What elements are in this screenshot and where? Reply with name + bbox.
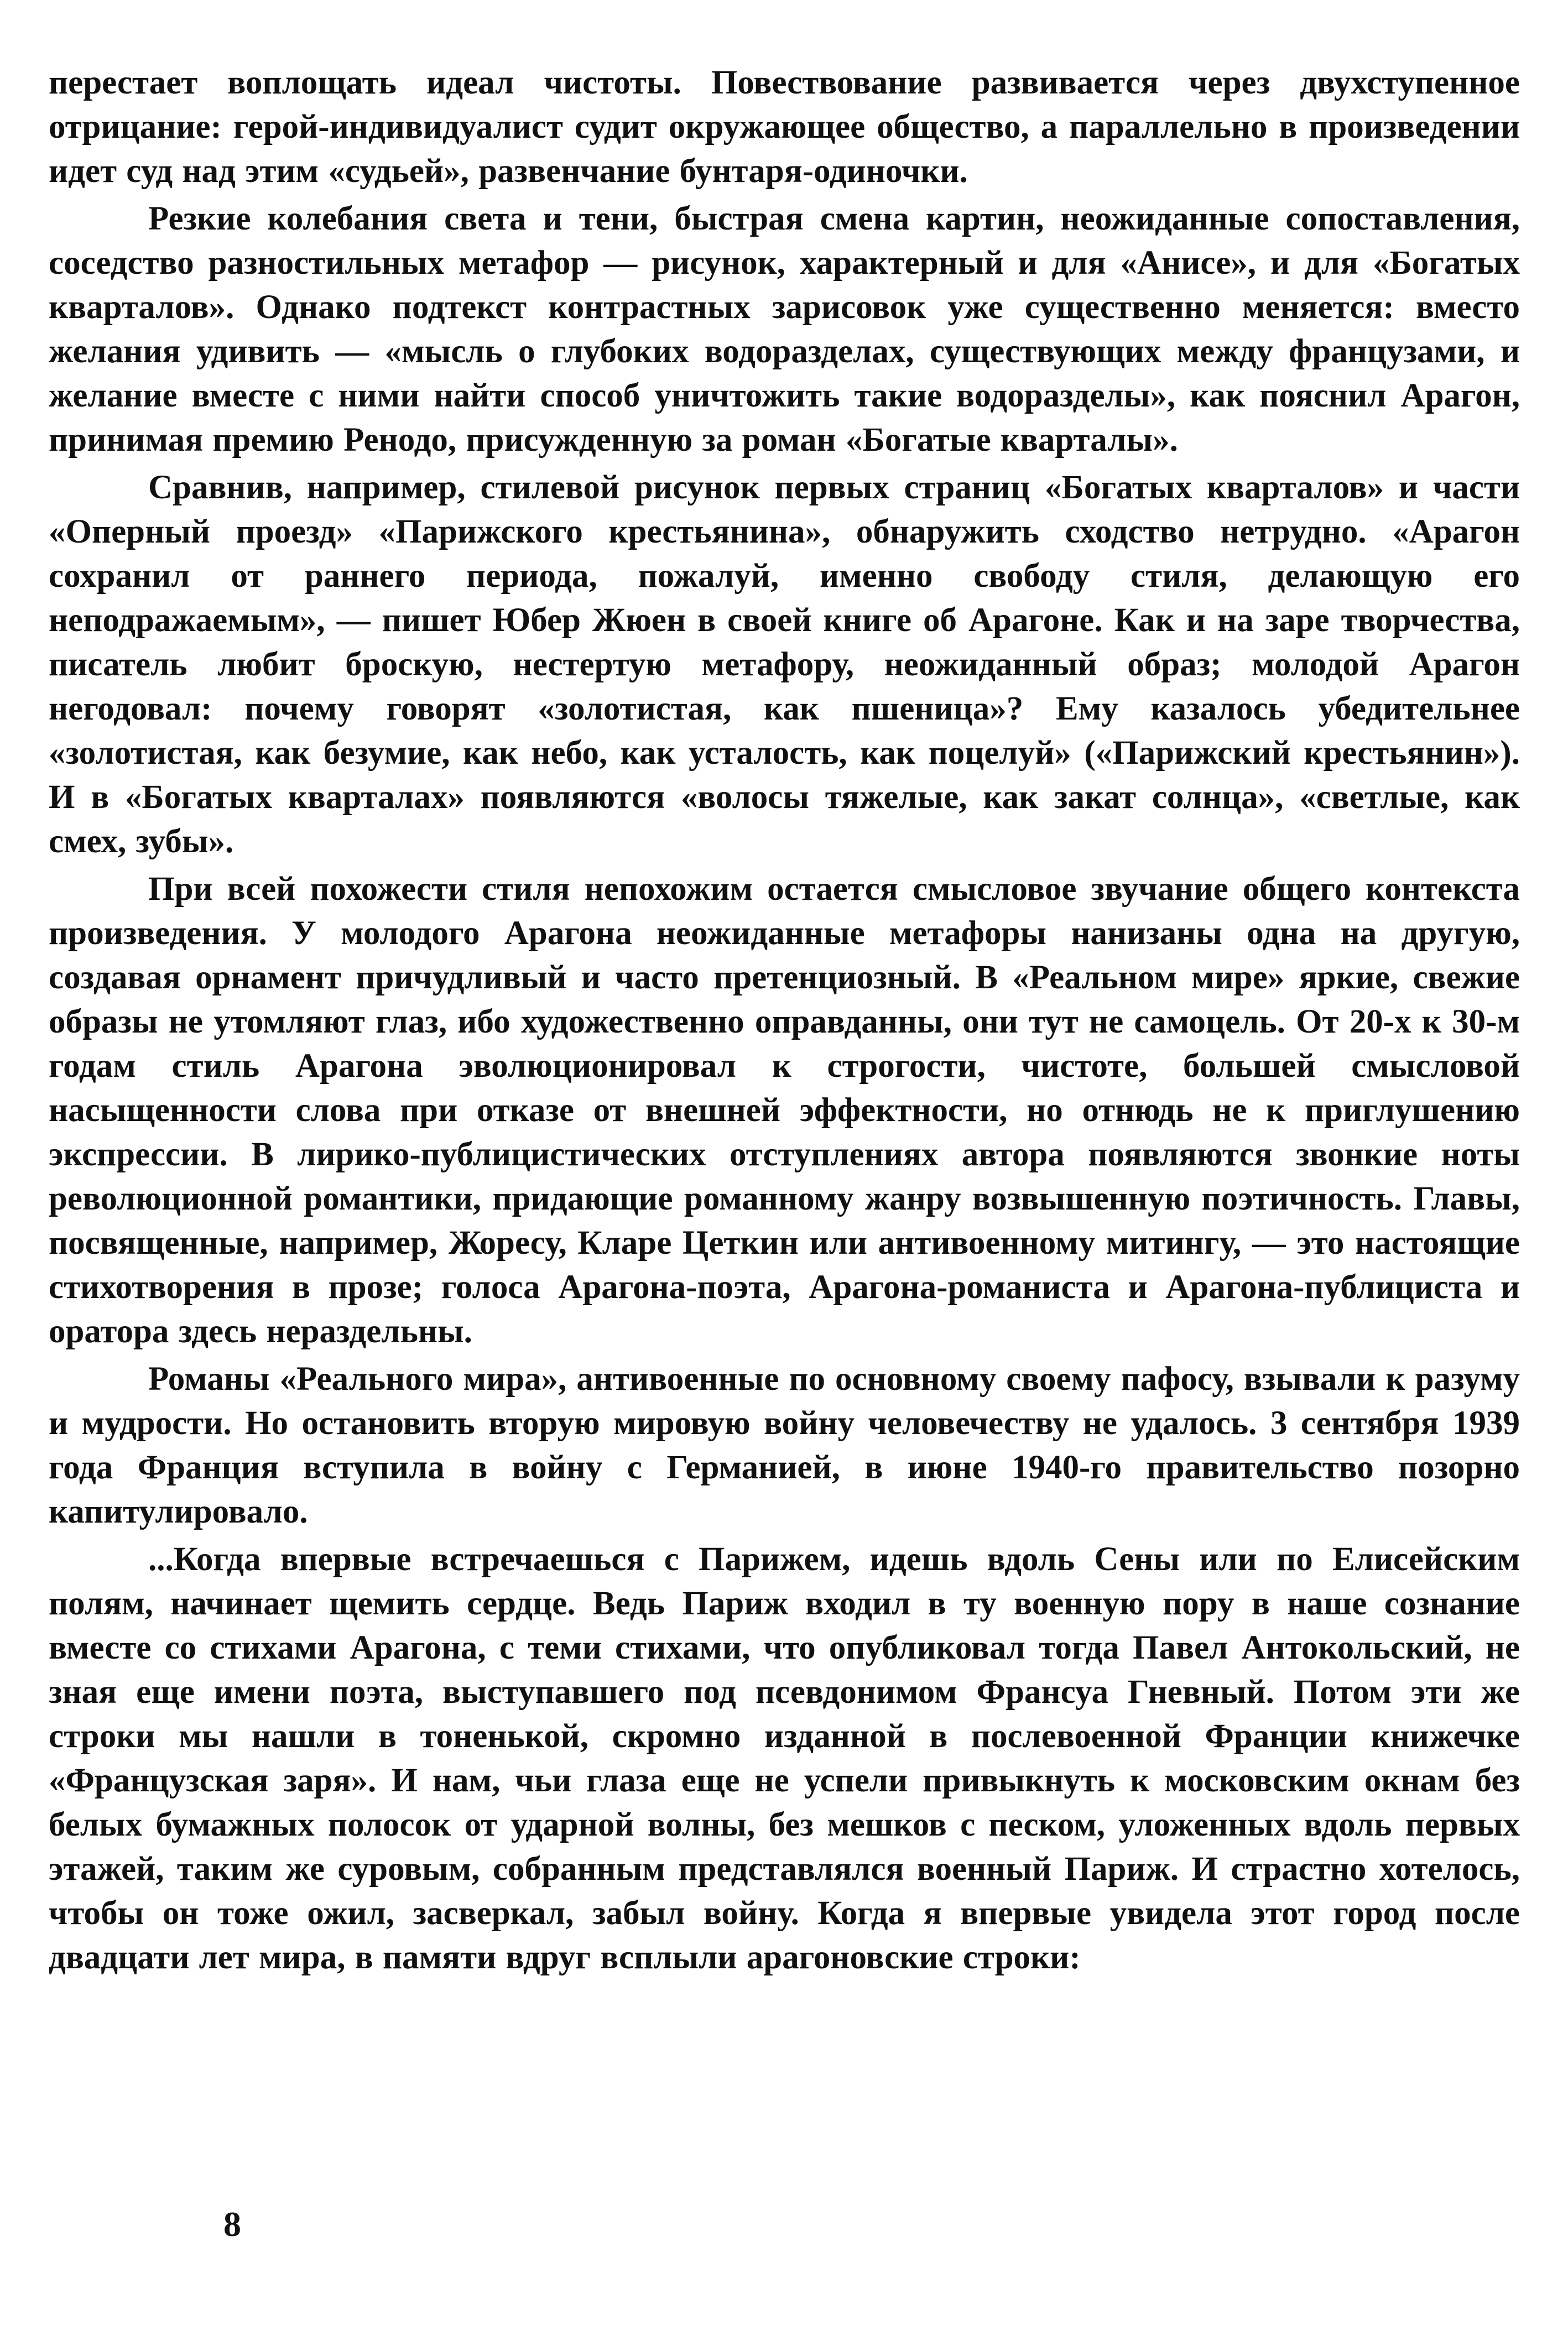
paragraph: перестает воплощать идеал чистоты. Повествование развивается через двухступенное отрицание: герой-индивидуалист судит окружающее общество, а параллельно в произведении идет суд над этим «судьей», развенчание бунтаря-одиночки. <box>49 64 1520 190</box>
paragraph: При всей похожести стиля непохожим остается смысловое звучание общего контекста произведения. У молодого Арагона неожиданные метафоры нанизаны одна на другую, создавая орнамент причудливый и часто претенциозный. В «Реальном мире» яркие, свежие образы не утомляют глаз, ибо художественно оправданны, они тут не самоцель. От 20-х к 30-м годам стиль Арагона эволюционировал к строгости, чистоте, большей смысловой насыщенности слова при отказе от внешней эффектности, но отнюдь не к приглушению экспрессии. В лирико-публицистических отступлениях автора появляются звонкие ноты революционной романтики, придающие романному жанру возвышенную поэтичность. Главы, посвященные, например, Жоресу, Кларе Цеткин или антивоенному митингу, — это настоящие стихотворения в прозе; голоса Арагона-поэта, Арагона-романиста и Арагона-публициста и оратора здесь нераздельны. <box>49 870 1520 1350</box>
paragraph: ...Когда впервые встречаешься с Парижем, идешь вдоль Сены или по Елисейским полям, начинает щемить сердце. Ведь Париж входил в ту военную пору в наше сознание вместе со стихами Арагона, с теми стихами, что опубликовал тогда Павел Антокольский, не зная еще имени поэта, выступавшего под псевдонимом Франсуа Гневный. Потом эти же строки мы нашли в тоненькой, скромно изданной в послевоенной Франции книжечке «Французская заря». И нам, чьи глаза еще не успели привыкнуть к московским окнам без белых бумажных полосок от ударной волны, без мешков с песком, уложенных вдоль первых этажей, таким же суровым, собранным представлялся военный Париж. И страстно хотелось, чтобы он тоже ожил, засверкал, забыл войну. Когда я впервые увидела этот город после двадцати лет мира, в памяти вдруг всплыли арагоновские строки: <box>49 1541 1520 1976</box>
page-number: 8 <box>223 2204 241 2244</box>
page-body <box>49 61 1520 1983</box>
paragraph: Сравнив, например, стилевой рисунок первых страниц «Богатых кварталов» и части «Оперный проезд» «Парижского крестьянина», обнаружить сходство нетрудно. «Арагон сохранил от раннего периода, пожалуй, именно свободу стиля, делающую его неподражаемым», — пишет Юбер Жюен в своей книге об Арагоне. Как и на заре творчества, писатель любит броскую, нестертую метафору, неожиданный образ; молодой Арагон негодовал: почему говорят «золотистая, как пшеница»? Ему казалось убедительнее «золотистая, как безумие, как небо, как усталость, как поцелуй» («Парижский крестьянин»). И в «Богатых кварталах» появляются «волосы тяжелые, как закат солнца», «светлые, как смех, зубы». <box>49 469 1520 860</box>
paragraph: Резкие колебания света и тени, быстрая смена картин, неожиданные сопоставления, соседство разностильных метафор — рисунок, характерный и для «Анисе», и для «Богатых кварталов». Однако подтекст контрастных зарисовок уже существенно меняется: вместо желания удивить — «мысль о глубоких водоразделах, существующих между французами, и желание вместе с ними найти способ уничтожить такие водоразделы», как пояснил Арагон, принимая премию Ренодо, присужденную за роман «Богатые кварталы». <box>49 200 1520 458</box>
paragraph: Романы «Реального мира», антивоенные по основному своему пафосу, взывали к разуму и мудрости. Но остановить вторую мировую войну человечеству не удалось. 3 сентября 1939 года Франция вступила в войну с Германией, в июне 1940-го правительство позорно капитулировало. <box>49 1360 1520 1530</box>
